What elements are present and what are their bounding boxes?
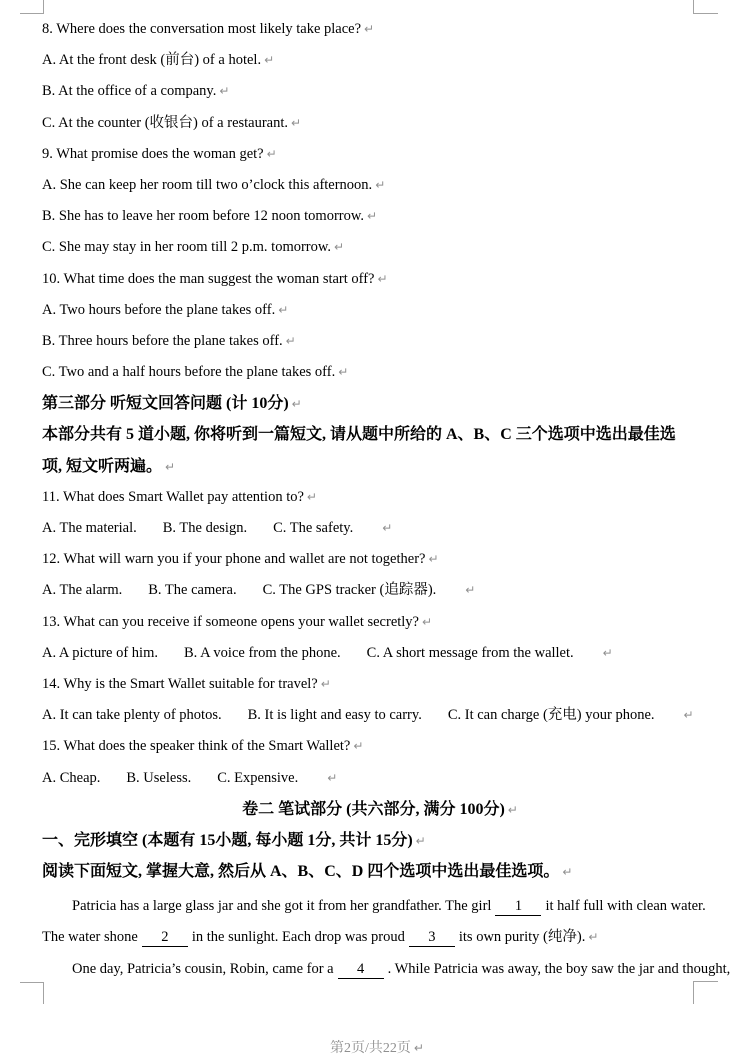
- option-row-15: [42, 763, 718, 794]
- question-text: 8. Where does the conversation most likely take place?: [42, 21, 362, 37]
- passage-text: One day, Patricia’s cousin, Robin, came for a: [72, 960, 334, 977]
- written-part-title: [42, 794, 718, 825]
- paragraph-mark-icon: ↵: [415, 833, 426, 848]
- option-text: C. At the counter (收银台) of a restaurant.: [42, 114, 289, 131]
- option-line-8c: [42, 108, 718, 139]
- paragraph-mark-icon: ↵: [285, 333, 296, 348]
- page-number: 第2页/共22页: [330, 1041, 411, 1056]
- paragraph-mark-icon: ↵: [334, 240, 345, 255]
- option-text: B. A voice from the phone.: [184, 644, 341, 661]
- paragraph-mark-icon: ↵: [327, 770, 338, 785]
- question-line-15: [42, 731, 718, 762]
- paragraph-mark-icon: ↵: [562, 865, 573, 880]
- option-text: C. It can charge (充电) your phone.: [447, 707, 655, 724]
- cloze-passage: [42, 891, 731, 985]
- question-text: 10. What time does the man suggest the woman start off?: [42, 270, 375, 287]
- question-line-10: [42, 264, 718, 295]
- paragraph-mark-icon: ↵: [465, 583, 476, 598]
- option-text: A. It can take plenty of photos.: [42, 707, 222, 724]
- page-footer: [0, 1037, 754, 1057]
- paragraph-mark-icon: ↵: [353, 739, 364, 754]
- paragraph-mark-icon: ↵: [588, 930, 599, 945]
- paragraph-mark-icon: ↵: [291, 397, 302, 412]
- paragraph-mark-icon: ↵: [291, 115, 302, 130]
- paragraph-mark-icon: ↵: [602, 645, 613, 660]
- option-row-14: [42, 700, 718, 731]
- instructions-text: 阅读下面短文, 掌握大意, 然后从 A、B、C、D 四个选项中选出最佳选项。: [42, 863, 560, 881]
- passage-text: . While Patricia was away, the boy saw the jar and thought,: [387, 960, 731, 977]
- question-line-13: [42, 607, 718, 638]
- option-text: C. The GPS tracker (追踪器).: [262, 582, 437, 599]
- paragraph-mark-icon: ↵: [422, 614, 433, 629]
- paragraph-mark-icon: ↵: [264, 53, 275, 68]
- text-boundary-mark-bottom-left: [20, 982, 44, 1004]
- section-heading-text: 第三部分 听短文回答问题 (计 10分): [42, 395, 289, 413]
- option-text: C. Two and a half hours before the plane takes off.: [42, 364, 336, 381]
- paragraph-mark-icon: ↵: [278, 302, 289, 317]
- question-text: 9. What promise does the woman get?: [42, 145, 264, 162]
- option-text: A. Two hours before the plane takes off.: [42, 301, 276, 318]
- option-text: B. She has to leave her room before 12 noon tomorrow.: [42, 208, 365, 225]
- passage-text: it half full with clean water.: [545, 898, 706, 915]
- paragraph-mark-icon: ↵: [165, 459, 176, 474]
- paragraph-mark-icon: ↵: [364, 22, 375, 36]
- paragraph-mark-icon: ↵: [377, 271, 388, 286]
- option-line-9a: [42, 170, 718, 201]
- option-row-12: [42, 575, 718, 606]
- paragraph-mark-icon: ↵: [413, 1041, 424, 1055]
- question-line-14: [42, 669, 718, 700]
- paragraph-mark-icon: ↵: [266, 146, 277, 161]
- text-boundary-mark-top-right: [693, 0, 718, 14]
- title-text: 卷二 笔试部分 (共六部分, 满分 100分): [242, 800, 505, 818]
- option-text: A. The material.: [42, 520, 137, 536]
- option-text: C. Expensive.: [217, 769, 299, 786]
- option-line-10c: [42, 357, 718, 388]
- option-line-10a: [42, 295, 718, 326]
- paragraph-mark-icon: ↵: [428, 552, 439, 567]
- paragraph-mark-icon: ↵: [683, 708, 694, 723]
- cloze-blank-3: 3: [409, 928, 455, 947]
- option-row-11: [42, 513, 718, 544]
- question-text: 15. What does the speaker think of the Smart Wallet?: [42, 738, 351, 755]
- instructions-text: 本部分共有 5 道小题, 你将听到一篇短文, 请从题中所给的 A、B、C 三个选项中选出最佳选: [42, 426, 676, 444]
- paragraph-mark-icon: ↵: [338, 365, 349, 380]
- option-text: C. She may stay in her room till 2 p.m. tomorrow.: [42, 239, 332, 256]
- cloze-blank-2: 2: [142, 928, 188, 947]
- passage-text: its own purity (纯净).: [458, 929, 586, 946]
- option-text: B. At the office of a company.: [42, 83, 217, 100]
- paragraph-mark-icon: ↵: [507, 802, 518, 817]
- cloze-blank-4: 4: [338, 960, 384, 979]
- document-body: [42, 14, 731, 985]
- option-text: B. The design.: [162, 520, 248, 536]
- option-text: A. She can keep her room till two o’clock this afternoon.: [42, 176, 373, 193]
- question-text: 12. What will warn you if your phone and wallet are not together?: [42, 551, 426, 568]
- question-line-11: [42, 482, 718, 513]
- paragraph-mark-icon: ↵: [382, 521, 393, 535]
- option-text: C. The safety.: [273, 520, 354, 536]
- paragraph-mark-icon: ↵: [219, 84, 230, 99]
- option-text: A. The alarm.: [42, 582, 123, 599]
- instructions-text: 项, 短文听两遍。: [42, 457, 163, 475]
- text-boundary-mark-top-left: [20, 0, 44, 14]
- passage-text: The water shone: [42, 929, 138, 946]
- cloze-paragraph-line-2: [42, 922, 718, 953]
- option-line-8a: [42, 45, 718, 76]
- option-text: B. It is light and easy to carry.: [247, 707, 422, 724]
- question-text: 11. What does Smart Wallet pay attention to?: [42, 488, 304, 505]
- cloze-paragraph-line-3: [42, 954, 731, 985]
- question-line-8: [42, 14, 718, 45]
- option-text: A. A picture of him.: [42, 644, 158, 661]
- paragraph-mark-icon: ↵: [306, 489, 317, 504]
- question-line-9: [42, 139, 718, 170]
- option-text: B. Useless.: [126, 769, 192, 786]
- option-text: B. The camera.: [148, 582, 237, 599]
- cloze-paragraph-line-1: [42, 891, 718, 922]
- section-heading-text: 一、完形填空 (本题有 15小题, 每小题 1分, 共计 15分): [42, 831, 413, 849]
- part3-instructions-line-1: [42, 419, 718, 450]
- option-row-13: [42, 638, 718, 669]
- part3-instructions-line-2: [42, 451, 718, 482]
- option-line-9b: [42, 201, 718, 232]
- cloze-blank-1: 1: [495, 897, 541, 916]
- option-text: B. Three hours before the plane takes off.: [42, 332, 283, 349]
- cloze-section-heading: [42, 825, 718, 856]
- option-text: A. Cheap.: [42, 769, 101, 786]
- passage-text: Patricia has a large glass jar and she got it from her grandfather. The girl: [72, 898, 492, 915]
- part3-section-heading: [42, 388, 718, 419]
- cloze-instructions: [42, 856, 718, 887]
- option-line-8b: [42, 76, 718, 107]
- paragraph-mark-icon: ↵: [375, 177, 386, 192]
- option-text: A. At the front desk (前台) of a hotel.: [42, 52, 262, 69]
- option-line-9c: [42, 232, 718, 263]
- paragraph-mark-icon: ↵: [320, 676, 331, 691]
- paragraph-mark-icon: ↵: [367, 209, 378, 224]
- question-text: 13. What can you receive if someone opens your wallet secretly?: [42, 613, 419, 630]
- question-text: 14. Why is the Smart Wallet suitable for travel?: [42, 675, 318, 692]
- question-line-12: [42, 544, 718, 575]
- passage-text: in the sunlight. Each drop was proud: [191, 929, 405, 946]
- option-line-10b: [42, 326, 718, 357]
- option-text: C. A short message from the wallet.: [366, 644, 574, 661]
